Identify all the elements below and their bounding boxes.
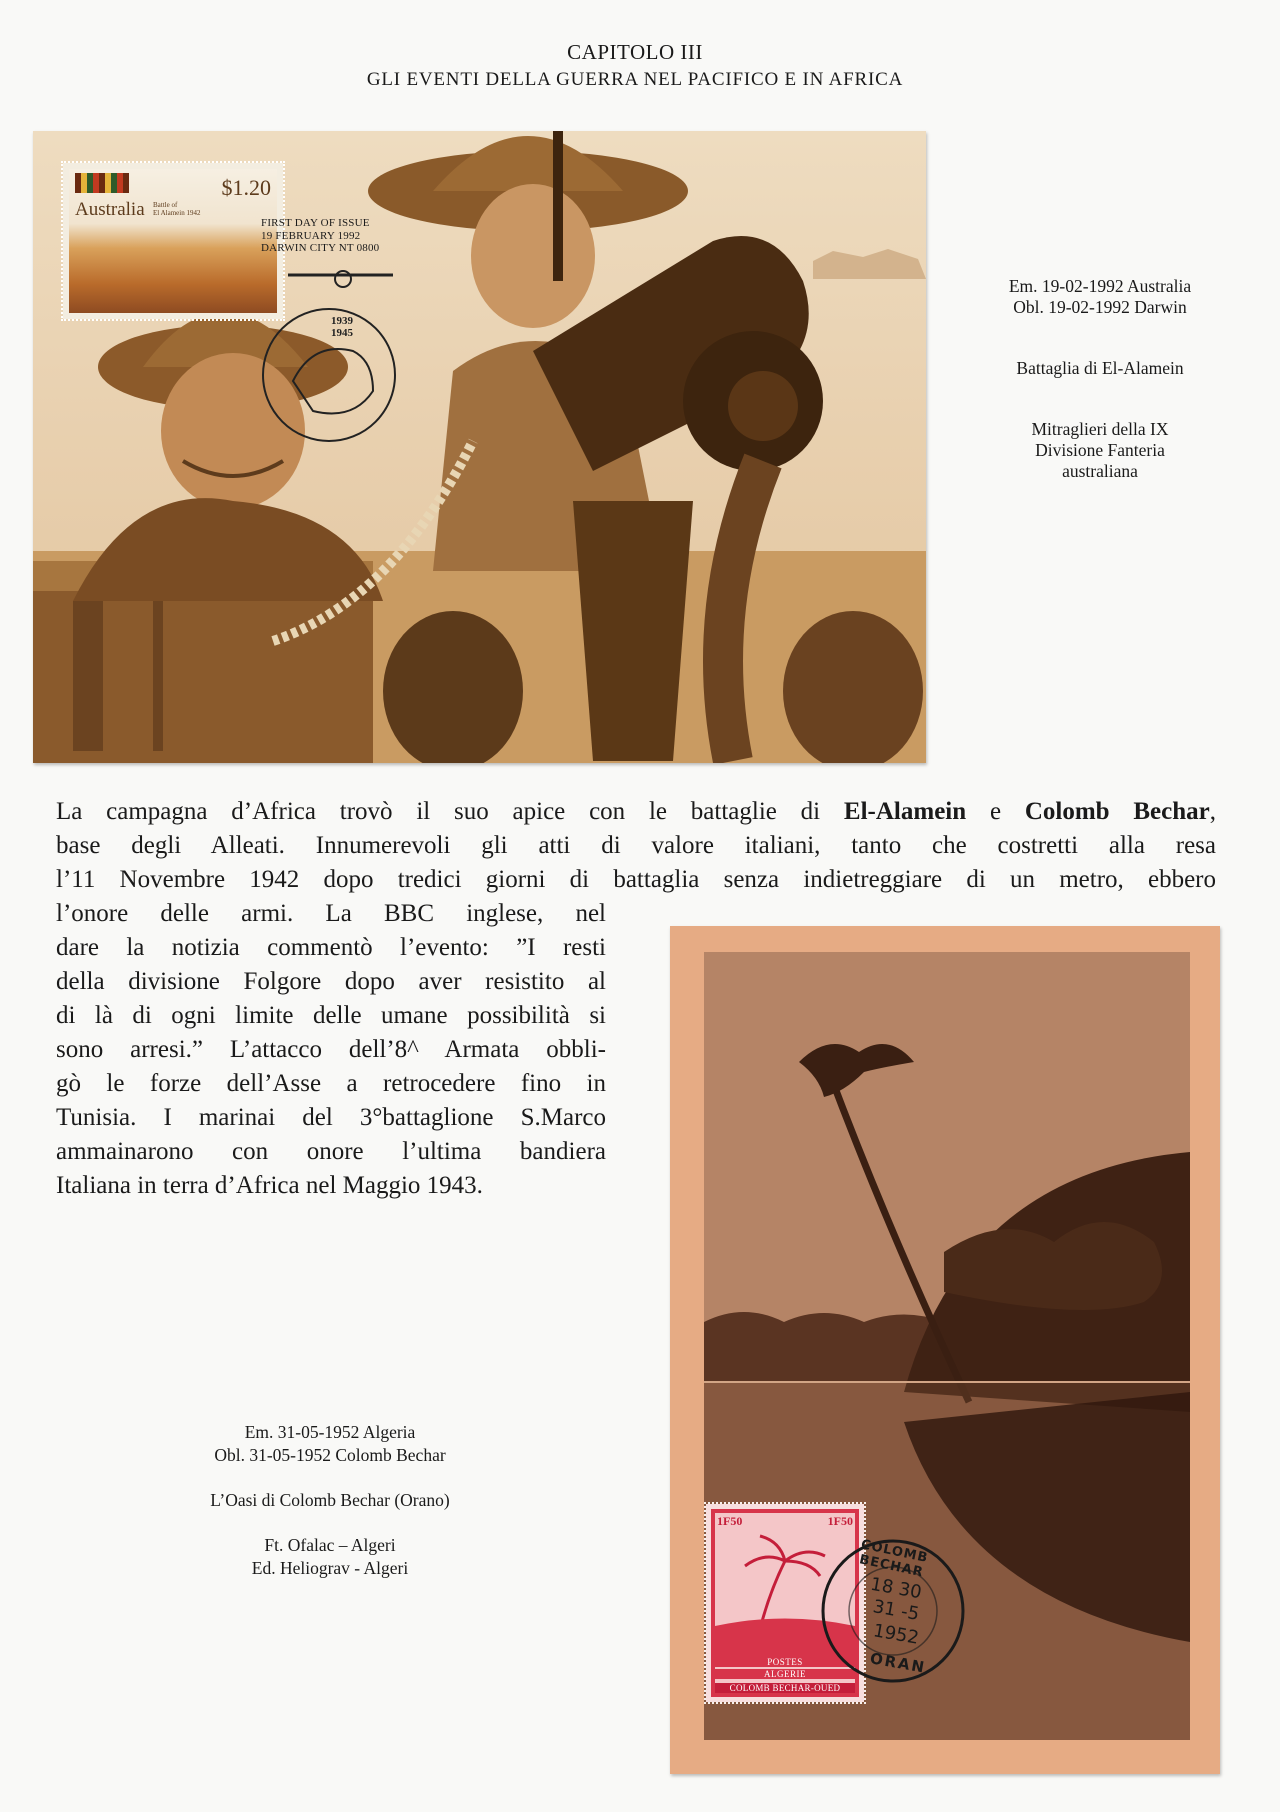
chapter-subtitle: GLI EVENTI DELLA GUERRA NEL PACIFICO E IN AFRICA [366,69,904,90]
australia-stamp [63,163,283,319]
card-caption-line1: Mitraglieri della IX [1031,419,1169,439]
postmark-year: 1952 [871,1620,921,1649]
body-col-line: gò le forze dell’Asse a retrocedere fino in [56,1070,606,1097]
body-col-line: ammainarono con onore l’ultima bandiera [56,1138,606,1165]
emission-date: Em. 19-02-1992 Australia [1008,276,1192,296]
page-header [0,40,1270,91]
cancellation-date: Obl. 31-05-1952 Colomb Bechar [214,1445,446,1465]
card-caption-line3: australiana [1062,461,1138,481]
photographer: Ft. Ofalac – Algeri [264,1535,396,1555]
postmark-top-text: COLOMB BECHAR [857,1537,930,1581]
stamp-caption: Battle of El Alamein 1942 [153,201,201,217]
body-line-1: La campagna d’Africa trovò il suo apice con le battaglie di El-Alamein e Colomb Bechar, [56,798,1216,825]
body-col-line: dare la notizia commentò l’evento: ”I resti [56,934,606,961]
card-caption-line2: Divisione Fanteria [1035,440,1165,460]
postmark-time: 18 30 [868,1573,924,1604]
chapter-title: CAPITOLO III [567,40,703,64]
stamp-label-postes: POSTES [715,1657,855,1667]
body-col-line: sono arresi.” L’attacco dell’8^ Armata obbli- [56,1036,606,1063]
body-col-line: Tunisia. I marinai del 3°battaglione S.Marco [56,1104,606,1131]
card-title: L’Oasi di Colomb Bechar (Orano) [210,1490,450,1510]
body-col-line: di là di ogni limite delle umane possibilità si [56,1002,606,1029]
body-col-line: l’onore delle armi. La BBC inglese, nel [56,900,606,927]
algeria-card-description [120,1421,540,1580]
body-paragraph-column [56,897,606,1203]
emission-date: Em. 31-05-1952 Algeria [244,1422,416,1442]
stamp-label-place: COLOMB BECHAR-OUED [715,1683,855,1693]
body-col-line: della divisione Folgore dopo aver resistito al [56,968,606,995]
cancellation-date: Obl. 19-02-1992 Darwin [1013,297,1187,317]
algeria-maximum-card [670,926,1220,1774]
australia-maximum-card [33,131,926,763]
stamp-country: Australia [75,199,145,220]
australia-card-description [970,276,1230,482]
postmark-date: 31 -5 [871,1596,921,1625]
stamp-value: $1.20 [221,175,271,200]
body-col-line: Italiana in terra d’Africa nel Maggio 1943. [56,1172,483,1199]
postmark-bottom-text: ORAN [868,1649,928,1677]
stamp-value-right: 1F50 [827,1514,853,1528]
first-day-of-issue-postmark: FIRST DAY OF ISSUE 19 FEBRUARY 1992 DARWIN CITY NT 0800 [261,217,380,254]
publisher: Ed. Heliograv - Algeri [251,1558,409,1578]
medal-ribbon-icon [75,173,129,193]
medal-years: 1939 1945 [331,315,353,339]
body-line-3: l’11 Novembre 1942 dopo tredici giorni di battaglia senza indietreggiare di un metro, ebbero [56,866,1216,893]
stamp-value-left: 1F50 [717,1514,743,1528]
body-paragraph-top [56,795,1216,897]
body-line-2: base degli Alleati. Innumerevoli gli atti di valore italiani, tanto che costretti alla resa [56,832,1216,859]
stamp-label-algerie: ALGERIE [715,1669,855,1679]
colomb-bechar-postmark [818,1536,968,1686]
card-title: Battaglia di El-Alamein [1016,358,1184,378]
